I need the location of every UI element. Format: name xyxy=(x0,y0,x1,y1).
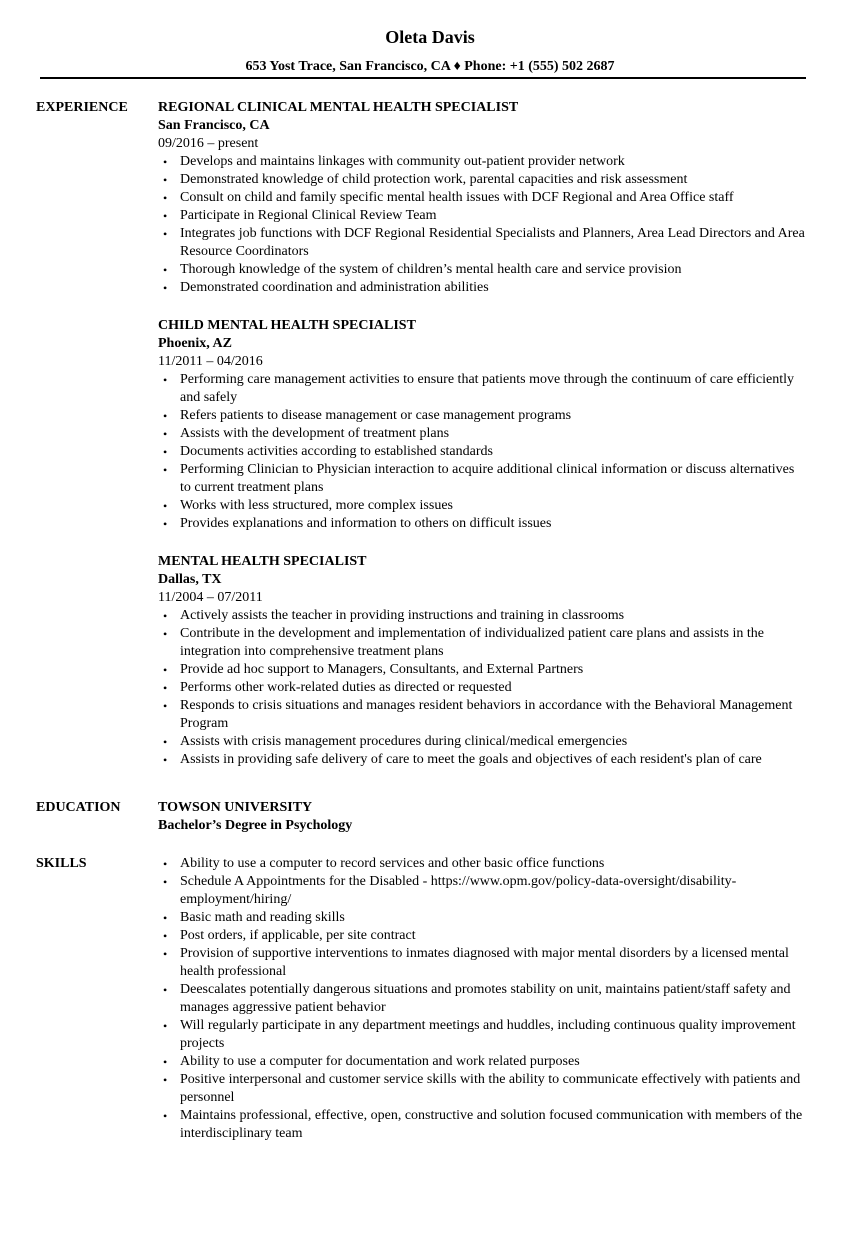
job-title: REGIONAL CLINICAL MENTAL HEALTH SPECIALIST xyxy=(158,100,519,115)
list-item: • Demonstrated knowledge of child protection work, parental capacities and risk assessment xyxy=(158,171,808,189)
list-item: • Provision of supportive interventions to inmates diagnosed with major mental disorders by a licensed mental health professional xyxy=(158,945,808,981)
skills-list xyxy=(158,855,808,1143)
list-item: • Contribute in the development and implementation of individualized patient care plans and assists in the integration into comprehensive treatment plans xyxy=(158,625,808,661)
job-dates: 11/2011 – 04/2016 xyxy=(158,354,263,369)
list-item: • Thorough knowledge of the system of children’s mental health care and service provision xyxy=(158,261,808,279)
list-item: • Provides explanations and information to others on difficult issues xyxy=(158,515,808,533)
job-location: San Francisco, CA xyxy=(158,118,270,133)
list-item: • Provide ad hoc support to Managers, Consultants, and External Partners xyxy=(158,661,808,679)
header-divider xyxy=(40,77,806,79)
job-title: MENTAL HEALTH SPECIALIST xyxy=(158,554,367,569)
job-dates: 09/2016 – present xyxy=(158,136,259,151)
list-item: • Develops and maintains linkages with community out-patient provider network xyxy=(158,153,808,171)
list-item: • Post orders, if applicable, per site contract xyxy=(158,927,808,945)
job-entry xyxy=(158,553,808,769)
list-item: • Actively assists the teacher in providing instructions and training in classrooms xyxy=(158,607,808,625)
list-item: • Assists with the development of treatment plans xyxy=(158,425,808,443)
job-location: Phoenix, AZ xyxy=(158,336,232,351)
list-item: • Participate in Regional Clinical Review Team xyxy=(158,207,808,225)
list-item: • Deescalates potentially dangerous situations and promotes stability on unit, maintains patient/staff safety and manages aggressive patient behavior xyxy=(158,981,808,1017)
job-location: Dallas, TX xyxy=(158,572,222,587)
list-item: • Works with less structured, more complex issues xyxy=(158,497,808,515)
list-item: • Performing Clinician to Physician interaction to acquire additional clinical information or discuss alternatives to current treatment plans xyxy=(158,461,808,497)
job-duties-list xyxy=(158,371,808,533)
candidate-name: Oleta Davis xyxy=(385,27,475,47)
job-entry xyxy=(158,99,808,297)
job-title: CHILD MENTAL HEALTH SPECIALIST xyxy=(158,318,416,333)
contact-info: 653 Yost Trace, San Francisco, CA ♦ Phone: +1 (555) 502 2687 xyxy=(245,59,615,74)
section-label-skills: SKILLS xyxy=(36,856,87,871)
degree: Bachelor’s Degree in Psychology xyxy=(158,818,353,833)
school-name: TOWSON UNIVERSITY xyxy=(158,800,313,815)
list-item: • Assists with crisis management procedures during clinical/medical emergencies xyxy=(158,733,808,751)
list-item: • Ability to use a computer to record services and other basic office functions xyxy=(158,855,808,873)
list-item: • Documents activities according to established standards xyxy=(158,443,808,461)
section-label-experience: EXPERIENCE xyxy=(36,100,128,115)
job-entry xyxy=(158,317,808,533)
list-item: • Ability to use a computer for documentation and work related purposes xyxy=(158,1053,808,1071)
list-item: • Basic math and reading skills xyxy=(158,909,808,927)
list-item: • Maintains professional, effective, open, constructive and solution focused communication with members of the interdisciplinary team xyxy=(158,1107,808,1143)
list-item: • Will regularly participate in any department meetings and huddles, including continuous quality improvement projects xyxy=(158,1017,808,1053)
list-item: • Positive interpersonal and customer service skills with the ability to communicate effectively with patients and personnel xyxy=(158,1071,808,1107)
list-item: • Consult on child and family specific mental health issues with DCF Regional and Area Office staff xyxy=(158,189,808,207)
job-duties-list xyxy=(158,607,808,769)
list-item: • Assists in providing safe delivery of care to meet the goals and objectives of each resident's plan of care xyxy=(158,751,808,769)
list-item: • Integrates job functions with DCF Regional Residential Specialists and Planners, Area Lead Directors and Area Resource Coordinators xyxy=(158,225,808,261)
section-label-education: EDUCATION xyxy=(36,800,121,815)
list-item: • Performing care management activities to ensure that patients move through the continuum of care efficiently and safely xyxy=(158,371,808,407)
list-item: • Responds to crisis situations and manages resident behaviors in accordance with the Behavioral Management Program xyxy=(158,697,808,733)
list-item: • Refers patients to disease management or case management programs xyxy=(158,407,808,425)
list-item: • Demonstrated coordination and administration abilities xyxy=(158,279,808,297)
list-item: • Schedule A Appointments for the Disabled - https://www.opm.gov/policy-data-oversight/disability-employment/hiring/ xyxy=(158,873,808,909)
list-item: • Performs other work-related duties as directed or requested xyxy=(158,679,808,697)
job-dates: 11/2004 – 07/2011 xyxy=(158,590,263,605)
job-duties-list xyxy=(158,153,808,297)
